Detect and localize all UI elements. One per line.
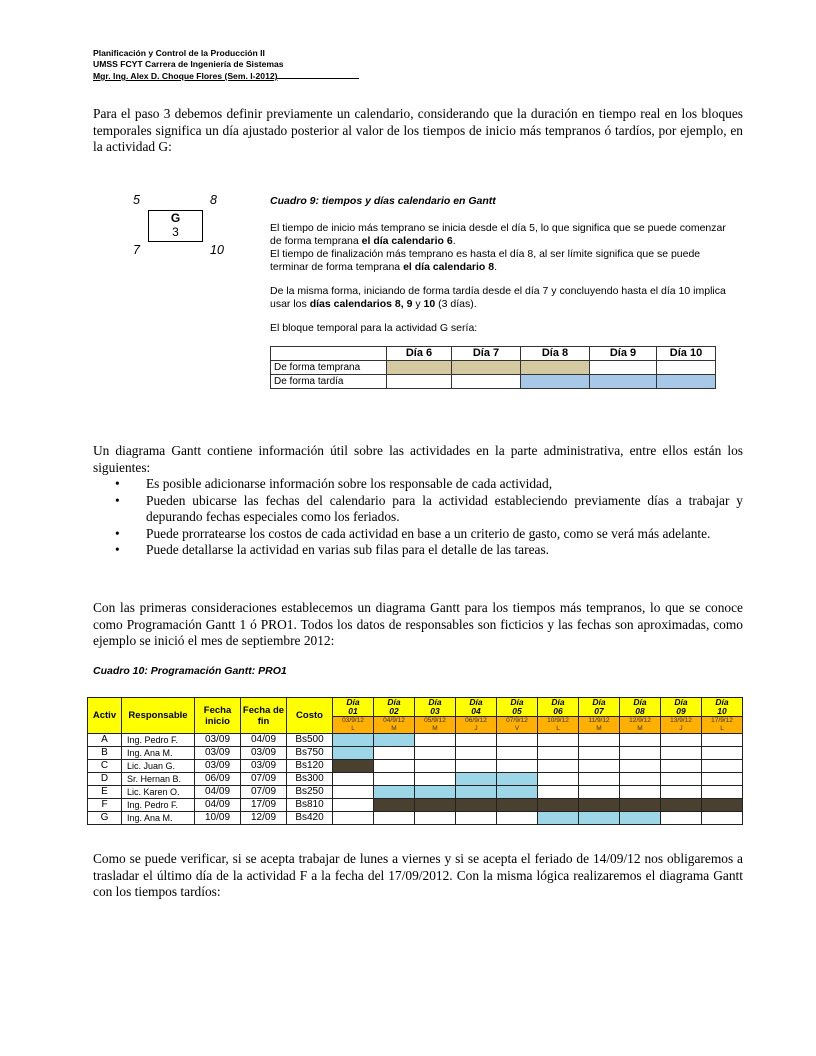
text: El tiempo de finalización más temprano es hasta el día 8, al ser límite significa que se puede terminar de forma temprana <box>270 248 701 273</box>
responsable: Lic. Juan G. <box>122 760 195 773</box>
header-responsable: Responsable <box>122 698 195 734</box>
gantt-empty-cell <box>374 747 415 760</box>
gantt-empty-cell <box>538 734 579 747</box>
cell-filled <box>657 375 716 389</box>
bold-text: días calendarios 8, 9 <box>309 298 413 310</box>
gantt-empty-cell <box>538 760 579 773</box>
responsable: Ing. Pedro F. <box>122 734 195 747</box>
header-date-02: 04/9/12 M <box>374 717 415 734</box>
header-date-08: 12/9/12 M <box>620 717 661 734</box>
header-day-10: Día 10 <box>702 698 743 717</box>
gantt-bar-cell <box>538 812 579 825</box>
gantt-bar-cell <box>333 760 374 773</box>
gantt-empty-cell <box>702 786 743 799</box>
gantt-empty-cell <box>702 812 743 825</box>
fecha-fin: 17/09 <box>241 799 287 812</box>
header-dia-7: Día 7 <box>452 347 521 361</box>
cuadro-9 <box>270 195 740 389</box>
activity-node-g <box>130 193 230 263</box>
course-title: Planificación y Control de la Producción II <box>93 48 265 58</box>
header-day-05: Día 05 <box>497 698 538 717</box>
gantt-empty-cell <box>579 760 620 773</box>
gantt-empty-cell <box>702 734 743 747</box>
fecha-inicio: 06/09 <box>195 773 241 786</box>
cuadro-9-text-3: El bloque temporal para la actividad G sería: <box>270 322 478 334</box>
cuadro-9-text-1 <box>270 222 740 274</box>
author: Mgr. Ing. Alex D. Choque Flores (Sem. I-2012) <box>93 71 278 81</box>
fecha-fin: 03/09 <box>241 760 287 773</box>
header-day-02: Día 02 <box>374 698 415 717</box>
gantt-empty-cell <box>374 773 415 786</box>
gantt-row <box>88 734 743 747</box>
gantt-bar-cell <box>579 812 620 825</box>
corner-cell <box>271 347 387 361</box>
header-day-01: Día 01 <box>333 698 374 717</box>
cell-filled <box>452 361 521 375</box>
gantt-bar-cell <box>415 799 456 812</box>
gantt-bar-cell <box>456 799 497 812</box>
paragraph-intro: Para el paso 3 debemos definir previamente un calendario, considerando que la duración en tiempo real en los bloques temporales significa un día ajustado posterior al valor de los tiempos de inicio más tempranos ó tardíos, por ejemplo, en la actividad G: <box>93 106 743 154</box>
header-date-06: 10/9/12 L <box>538 717 579 734</box>
fecha-inicio: 10/09 <box>195 812 241 825</box>
activity-id: D <box>88 773 122 786</box>
gantt-empty-cell <box>497 760 538 773</box>
gantt-empty-cell <box>538 773 579 786</box>
bullet-item: • Puede detallarse la actividad en varias sub filas para el detalle de las tareas. <box>146 542 743 559</box>
gantt-empty-cell <box>333 786 374 799</box>
gantt-empty-cell <box>415 812 456 825</box>
gantt-empty-cell <box>620 760 661 773</box>
activity-g-time-block-table <box>270 346 716 389</box>
gantt-empty-cell <box>579 747 620 760</box>
responsable: Lic. Karen O. <box>122 786 195 799</box>
gantt-empty-cell <box>497 747 538 760</box>
early-start: 5 <box>133 193 140 207</box>
bold-text: el día calendario 8 <box>403 261 495 273</box>
fecha-inicio: 04/09 <box>195 799 241 812</box>
gantt-empty-cell <box>620 773 661 786</box>
gantt-empty-cell <box>702 760 743 773</box>
costo: Bs120 <box>287 760 333 773</box>
cuadro-10-title: Cuadro 10: Programación Gantt: PRO1 <box>93 665 287 677</box>
gantt-bar-cell <box>538 799 579 812</box>
gantt-empty-cell <box>456 734 497 747</box>
gantt-empty-cell <box>579 773 620 786</box>
gantt-row <box>88 760 743 773</box>
node-label: G <box>170 211 181 225</box>
text: y <box>412 298 424 310</box>
activity-id: B <box>88 747 122 760</box>
gantt-bar-cell <box>620 812 661 825</box>
gantt-intro: Un diagrama Gantt contiene información útil sobre las actividades en la parte administrativa, entre ellos están los siguientes: <box>93 443 743 475</box>
row-label: De forma tardía <box>271 375 387 389</box>
gantt-bar-cell <box>661 799 702 812</box>
header-date-05: 07/9/12 V <box>497 717 538 734</box>
gantt-empty-cell <box>415 760 456 773</box>
gantt-row <box>88 786 743 799</box>
gantt-empty-cell <box>374 760 415 773</box>
text: (3 días). <box>435 298 477 310</box>
gantt-empty-cell <box>497 734 538 747</box>
gantt-bar-cell <box>579 799 620 812</box>
fecha-fin: 07/09 <box>241 786 287 799</box>
activity-id: A <box>88 734 122 747</box>
responsable: Ing. Ana M. <box>122 747 195 760</box>
text: El tiempo de inicio más temprano se inicia desde el día 5, lo que significa que se puede comenzar de forma temprana <box>270 222 726 247</box>
fecha-fin: 12/09 <box>241 812 287 825</box>
cell-filled <box>387 361 452 375</box>
node-box <box>148 210 203 242</box>
gantt-empty-cell <box>456 747 497 760</box>
gantt-bar-cell <box>456 786 497 799</box>
costo: Bs420 <box>287 812 333 825</box>
header-fecha-inicio: Fecha inicio <box>195 698 241 734</box>
header-date-10: 17/9/12 L <box>702 717 743 734</box>
gantt-empty-cell <box>579 786 620 799</box>
header-date-07: 11/9/12 M <box>579 717 620 734</box>
cell-empty <box>657 361 716 375</box>
gantt-empty-cell <box>620 747 661 760</box>
header-activ: Activ <box>88 698 122 734</box>
text: . <box>452 235 456 247</box>
activity-id: C <box>88 760 122 773</box>
costo: Bs750 <box>287 747 333 760</box>
gantt-body <box>88 734 743 825</box>
gantt-bar-cell <box>497 786 538 799</box>
header-day-06: Día 06 <box>538 698 579 717</box>
header-day-07: Día 07 <box>579 698 620 717</box>
gantt-bar-cell <box>497 799 538 812</box>
fecha-inicio: 03/09 <box>195 734 241 747</box>
gantt-empty-cell <box>620 786 661 799</box>
costo: Bs810 <box>287 799 333 812</box>
bullet-list <box>93 476 743 559</box>
author-line <box>93 70 359 82</box>
gantt-empty-cell <box>661 760 702 773</box>
gantt-bar-cell <box>374 799 415 812</box>
gantt-bar-cell <box>333 747 374 760</box>
header-costo: Costo <box>287 698 333 734</box>
header-date-01: 03/9/12 L <box>333 717 374 734</box>
gantt-row <box>88 812 743 825</box>
page-header <box>93 48 359 82</box>
gantt-empty-cell <box>661 812 702 825</box>
header-day-04: Día 04 <box>456 698 497 717</box>
gantt-empty-cell <box>661 786 702 799</box>
gantt-empty-cell <box>497 812 538 825</box>
gantt-empty-cell <box>661 734 702 747</box>
header-rule <box>277 70 359 79</box>
header-day-03: Día 03 <box>415 698 456 717</box>
gantt-empty-cell <box>579 734 620 747</box>
gantt-bar-cell <box>374 734 415 747</box>
header-dia-10: Día 10 <box>657 347 716 361</box>
header-dia-8: Día 8 <box>521 347 590 361</box>
cell-empty <box>452 375 521 389</box>
gantt-row <box>88 799 743 812</box>
row-late <box>271 375 716 389</box>
activity-id: E <box>88 786 122 799</box>
responsable: Sr. Hernan B. <box>122 773 195 786</box>
fecha-fin: 04/09 <box>241 734 287 747</box>
fecha-fin: 07/09 <box>241 773 287 786</box>
bold-text: el día calendario 6 <box>361 235 453 247</box>
gantt-empty-cell <box>415 734 456 747</box>
bullet-item: • Es posible adicionarse información sobre los responsable de cada actividad, <box>146 476 743 493</box>
gantt-empty-cell <box>620 734 661 747</box>
gantt-bar-cell <box>333 734 374 747</box>
cell-empty <box>387 375 452 389</box>
text: De la misma forma, iniciando de forma tardía desde el día 7 y concluyendo hasta el día 10 implica usar los <box>270 285 726 310</box>
responsable: Ing. Ana M. <box>122 812 195 825</box>
gantt-bar-cell <box>620 799 661 812</box>
paragraph-gantt-info <box>93 443 743 559</box>
gantt-empty-cell <box>333 812 374 825</box>
activity-id: G <box>88 812 122 825</box>
responsable: Ing. Pedro F. <box>122 799 195 812</box>
bullet-item: • Puede prorratearse los costos de cada actividad en base a un criterio de gasto, como se verá más adelante. <box>146 526 743 543</box>
costo: Bs250 <box>287 786 333 799</box>
gantt-empty-cell <box>661 773 702 786</box>
text: . <box>494 261 498 273</box>
gantt-row <box>88 773 743 786</box>
header-date-09: 13/9/12 J <box>661 717 702 734</box>
gantt-empty-cell <box>333 773 374 786</box>
gantt-bar-cell <box>702 799 743 812</box>
header-date-04: 06/9/12 J <box>456 717 497 734</box>
gantt-empty-cell <box>538 786 579 799</box>
institution: UMSS FCYT Carrera de Ingeniería de Sistemas <box>93 59 284 69</box>
gantt-bar-cell <box>456 773 497 786</box>
early-finish: 8 <box>210 193 217 207</box>
gantt-empty-cell <box>702 773 743 786</box>
gantt-empty-cell <box>456 760 497 773</box>
fecha-inicio: 04/09 <box>195 786 241 799</box>
fecha-inicio: 03/09 <box>195 747 241 760</box>
gantt-row <box>88 747 743 760</box>
activity-id: F <box>88 799 122 812</box>
fecha-inicio: 03/09 <box>195 760 241 773</box>
cell-filled <box>590 375 657 389</box>
bold-text: 10 <box>423 298 436 310</box>
costo: Bs300 <box>287 773 333 786</box>
row-label: De forma temprana <box>271 361 387 375</box>
gantt-empty-cell <box>333 799 374 812</box>
gantt-empty-cell <box>702 747 743 760</box>
gantt-empty-cell <box>456 812 497 825</box>
header-dia-6: Día 6 <box>387 347 452 361</box>
paragraph-pro1: Con las primeras consideraciones establecemos un diagrama Gantt para los tiempos más tempranos, lo que se conoce como Programación Gantt 1 ó PRO1. Todos los datos de responsables son ficticios y las fechas son aproximadas, como ejemplo se inició el mes de septiembre 2012: <box>93 600 743 648</box>
cell-filled <box>521 361 590 375</box>
gantt-pro1-table <box>87 697 743 825</box>
cuadro-9-title: Cuadro 9: tiempos y días calendario en Gantt <box>270 195 496 207</box>
header-day-08: Día 08 <box>620 698 661 717</box>
bullet-item: • Pueden ubicarse las fechas del calendario para la actividad estableciendo previamente días a trabajar y depurando fechas especiales como los feriados. <box>146 493 743 526</box>
late-finish: 10 <box>210 243 224 257</box>
fecha-fin: 03/09 <box>241 747 287 760</box>
late-start: 7 <box>133 243 140 257</box>
gantt-empty-cell <box>415 773 456 786</box>
node-duration: 3 <box>172 225 179 239</box>
gantt-bar-cell <box>415 786 456 799</box>
gantt-bar-cell <box>497 773 538 786</box>
cuadro-9-text-2 <box>270 285 740 311</box>
paragraph-conclusion: Como se puede verificar, si se acepta trabajar de lunes a viernes y si se acepta el feriado de 14/09/12 nos obligaremos a trasladar el último día de la actividad F a la fecha del 17/09/2012. Con la misma lógica realizaremos el diagrama Gantt con los tiempos tardíos: <box>93 851 743 899</box>
gantt-empty-cell <box>538 747 579 760</box>
gantt-empty-cell <box>661 747 702 760</box>
row-early <box>271 361 716 375</box>
gantt-bar-cell <box>374 786 415 799</box>
header-fecha-fin: Fecha de fin <box>241 698 287 734</box>
gantt-empty-cell <box>374 812 415 825</box>
cell-filled <box>521 375 590 389</box>
gantt-empty-cell <box>415 747 456 760</box>
header-day-09: Día 09 <box>661 698 702 717</box>
header-date-03: 05/9/12 M <box>415 717 456 734</box>
header-dia-9: Día 9 <box>590 347 657 361</box>
cell-empty <box>590 361 657 375</box>
costo: Bs500 <box>287 734 333 747</box>
